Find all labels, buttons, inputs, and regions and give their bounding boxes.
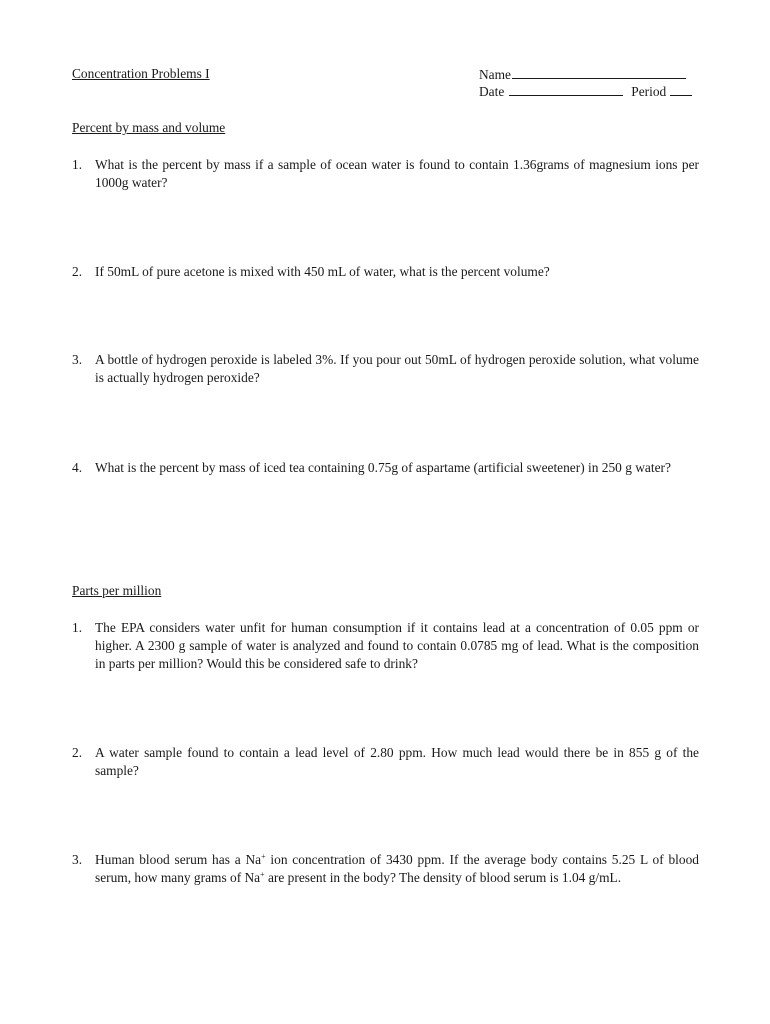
name-label: Name (479, 67, 511, 82)
question-text (95, 851, 699, 887)
superscript-charge: + (260, 870, 265, 879)
question-number: 3. (72, 352, 83, 367)
question-item (72, 156, 699, 192)
question-item (72, 619, 699, 673)
document-title: Concentration Problems I (72, 66, 210, 81)
student-info-block (479, 66, 692, 100)
section-heading-percent: Percent by mass and volume (72, 120, 226, 135)
question-item (72, 459, 699, 477)
question-item (72, 744, 699, 780)
question-number: 4. (72, 460, 83, 475)
question-item (72, 263, 699, 281)
name-blank-line[interactable] (512, 66, 686, 79)
question-text-part: Human blood serum has a Na (95, 852, 262, 867)
question-text: If 50mL of pure acetone is mixed with 450 mL of water, what is the percent volume? (95, 264, 550, 279)
question-text-part: are present in the body? The density of blood serum is 1.04 g/mL. (264, 870, 622, 885)
question-text: A water sample found to contain a lead level of 2.80 ppm. How much lead would there be in 855 g of the sample? (95, 745, 699, 778)
period-blank-line[interactable] (670, 83, 692, 96)
name-field-row (479, 66, 692, 83)
question-number: 1. (72, 620, 83, 635)
question-text: What is the percent by mass of iced tea containing 0.75g of aspartame (artificial sweetener) in 250 g water? (95, 460, 671, 475)
question-text: What is the percent by mass if a sample of ocean water is found to contain 1.36grams of magnesium ions per 1000g water? (95, 157, 699, 190)
question-number: 2. (72, 264, 83, 279)
section-heading-ppm: Parts per million (72, 583, 162, 598)
superscript-charge: + (261, 852, 266, 861)
question-number: 1. (72, 157, 83, 172)
question-item (72, 351, 699, 387)
question-number: 2. (72, 745, 83, 760)
date-label: Date (479, 84, 505, 99)
question-item (72, 851, 699, 887)
question-number: 3. (72, 852, 83, 867)
question-text-part: ion concentration of 3430 ppm. If the average body contains 5.25 L of blood serum, how many grams of Na (95, 852, 699, 885)
question-text: A bottle of hydrogen peroxide is labeled 3%. If you pour out 50mL of hydrogen peroxide solution, what volume is actually hydrogen peroxide? (95, 352, 699, 385)
date-blank-line[interactable] (509, 83, 623, 96)
period-label: Period (631, 84, 667, 99)
question-text: The EPA considers water unfit for human consumption if it contains lead at a concentration of 0.05 ppm or higher. A 2300 g sample of water is analyzed and found to contain 0.0785 mg of lead. What is the composition in parts per million? Would this be considered safe to drink? (95, 620, 699, 671)
date-period-row (479, 83, 692, 100)
